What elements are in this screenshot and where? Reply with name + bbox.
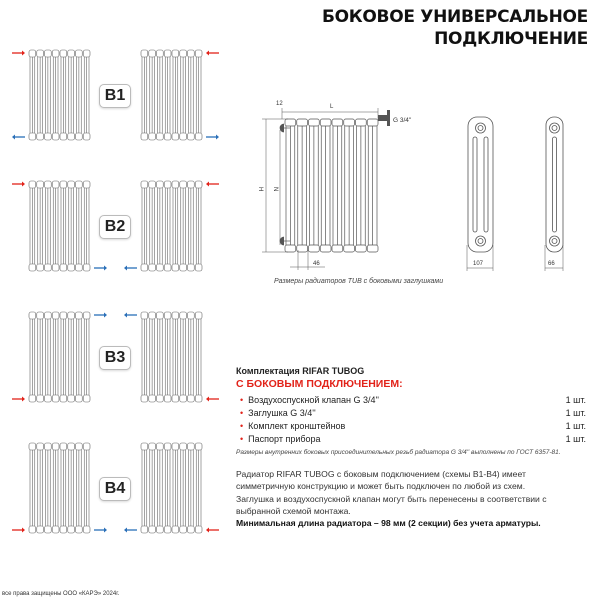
flow-arrow-icon bbox=[94, 313, 107, 318]
scheme-label: B4 bbox=[99, 477, 131, 501]
bullet-icon: • bbox=[240, 420, 244, 431]
kit-item bbox=[236, 432, 586, 445]
thread-flange bbox=[387, 110, 390, 126]
flow-arrow-icon bbox=[206, 135, 219, 140]
bullet-icon: • bbox=[240, 433, 244, 444]
kit-item-qty: 1 шт. bbox=[565, 407, 586, 418]
description-p1: Радиатор RIFAR TUBOG с боковым подключением (схемы B1-B4) имеет симметричную конструкцию и может быть подключен по любой из схем. bbox=[236, 469, 526, 492]
kit-item-qty: 1 шт. bbox=[565, 420, 586, 431]
kit-item-name: Воздухоспускной клапан G 3/4'' bbox=[248, 394, 379, 405]
thread-fitting bbox=[378, 115, 388, 121]
flow-arrow-icon bbox=[12, 51, 25, 56]
radiator-icon bbox=[141, 181, 202, 271]
drawing-caption: Размеры радиаторов TUB с боковыми заглушками bbox=[274, 278, 444, 285]
kit-item bbox=[236, 419, 586, 432]
kit-item bbox=[236, 406, 586, 419]
bullet-icon: • bbox=[240, 394, 244, 405]
flow-arrow-icon bbox=[124, 528, 137, 533]
radiator-icon bbox=[141, 312, 202, 402]
front-view bbox=[280, 119, 378, 252]
copyright: все права защищены ООО «КАРЭ» 2024г. bbox=[2, 591, 120, 597]
dim-length: L bbox=[330, 104, 334, 110]
bullet-icon: • bbox=[240, 407, 244, 418]
radiator-icon bbox=[141, 443, 202, 533]
flow-arrow-icon bbox=[206, 528, 219, 533]
kit-item-qty: 1 шт. bbox=[565, 433, 586, 444]
scheme-label: B2 bbox=[99, 215, 131, 239]
dim-height: H bbox=[257, 187, 263, 192]
flow-arrow-icon bbox=[94, 528, 107, 533]
kit-item-name: Заглушка G 3/4'' bbox=[248, 407, 316, 418]
kit-item-qty: 1 шт. bbox=[565, 394, 586, 405]
kit-item bbox=[236, 393, 586, 406]
dim-depth-3col: 107 bbox=[473, 261, 484, 267]
flow-arrow-icon bbox=[12, 397, 25, 402]
flow-arrow-icon bbox=[124, 266, 137, 271]
flow-arrow-icon bbox=[94, 266, 107, 271]
flow-arrow-icon bbox=[12, 182, 25, 187]
dim-depth-2col: 66 bbox=[548, 261, 555, 267]
kit-item-name: Паспорт прибора bbox=[248, 433, 321, 444]
flow-arrow-icon bbox=[12, 528, 25, 533]
flow-arrow-icon bbox=[206, 182, 219, 187]
kit-item-name: Комплект кронштейнов bbox=[248, 420, 346, 431]
flow-arrow-icon bbox=[124, 313, 137, 318]
description-p2: Заглушка и воздухоспускной клапан могут быть перенесены в соответствии с выбранной схемой монтажа. bbox=[236, 493, 547, 516]
dim-axis: N bbox=[272, 187, 278, 192]
flow-arrow-icon bbox=[206, 51, 219, 56]
kit-subheading: С БОКОВЫМ ПОДКЛЮЧЕНИЕМ: bbox=[236, 378, 403, 390]
radiator-icon bbox=[141, 50, 202, 140]
scheme-label: B3 bbox=[99, 346, 131, 370]
radiator-icon bbox=[29, 443, 90, 533]
dim-thread: G 3/4'' bbox=[393, 117, 412, 124]
radiator-icon bbox=[29, 50, 90, 140]
kit-section bbox=[236, 366, 586, 456]
radiator-icon bbox=[29, 181, 90, 271]
dim-offset: 12 bbox=[276, 101, 283, 107]
description bbox=[236, 468, 586, 529]
flow-arrow-icon bbox=[206, 397, 219, 402]
dimension-drawing bbox=[250, 95, 590, 275]
scheme-label: B1 bbox=[99, 84, 131, 108]
description-min-length: Минимальная длина радиатора – 98 мм (2 секции) без учета арматуры. bbox=[236, 518, 541, 529]
title-line-2: ПОДКЛЮЧЕНИЕ bbox=[434, 29, 588, 49]
dim-pitch: 46 bbox=[313, 261, 320, 267]
kit-note: Размеры внутренних боковых присоединительных резьб радиатора G 3/4'' выполнены по ГОСТ 6357-81. bbox=[236, 449, 561, 456]
page-title bbox=[322, 6, 588, 50]
title-line-1: БОКОВОЕ УНИВЕРСАЛЬНОЕ bbox=[322, 7, 588, 27]
side-view-3col bbox=[468, 117, 493, 252]
kit-heading: Комплектация RIFAR TUBOG bbox=[236, 366, 365, 376]
flow-arrow-icon bbox=[12, 135, 25, 140]
side-view-2col bbox=[546, 117, 563, 252]
radiator-icon bbox=[29, 312, 90, 402]
